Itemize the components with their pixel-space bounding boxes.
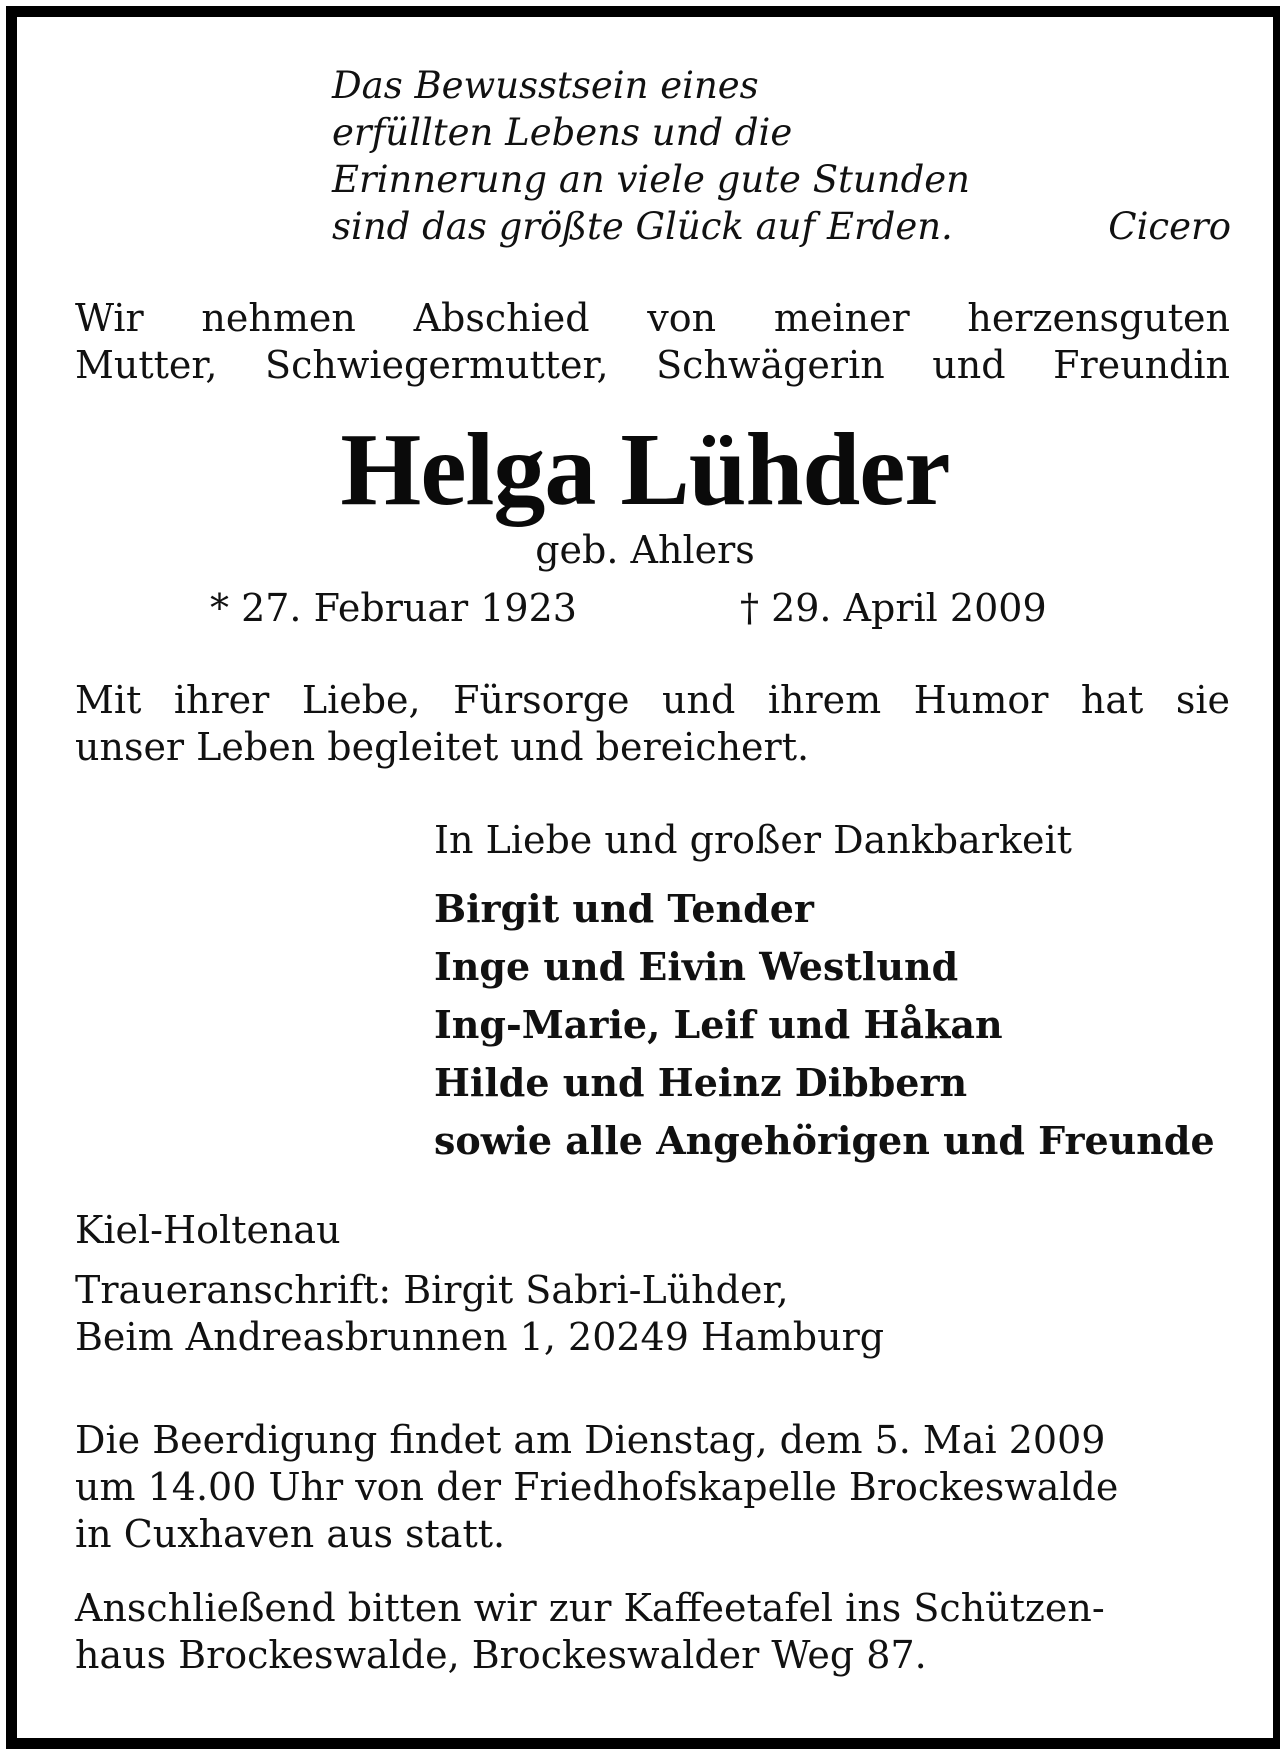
funeral-line: um 14.00 Uhr von der Friedhofskapelle Brockeswalde [75, 1465, 1119, 1509]
mourner-name: Birgit und Tender [434, 886, 814, 931]
address-line: Beim Andreasbrunnen 1, 20249 Hamburg [75, 1315, 885, 1359]
reception-line: Anschließend bitten wir zur Kaffeetafel ins Schützen- [75, 1586, 1105, 1630]
quote-line: erfüllten Lebens und die [332, 111, 793, 154]
death-date: † 29. April 2009 [740, 586, 1047, 630]
place: Kiel-Holtenau [75, 1208, 341, 1252]
quote-line: sind das größte Glück auf Erden. [332, 205, 953, 248]
deceased-name: Helga Lühder [340, 412, 950, 527]
address-line: Traueranschrift: Birgit Sabri-Lühder, [75, 1268, 789, 1312]
mourner-name: sowie alle Angehörigen und Freunde [434, 1118, 1215, 1163]
mourner-name: Ing-Marie, Leif und Håkan [434, 1002, 1003, 1047]
quote-author: Cicero [1108, 205, 1231, 248]
intro-line: Mutter, Schwiegermutter, Schwägerin und Freundin [75, 343, 1230, 387]
mourners-intro: In Liebe und großer Dankbarkeit [434, 818, 1072, 862]
funeral-line: Die Beerdigung findet am Dienstag, dem 5. Mai 2009 [75, 1418, 1106, 1462]
tribute-line: unser Leben begleitet und bereichert. [75, 725, 810, 769]
reception-line: haus Brockeswalde, Brockeswalder Weg 87. [75, 1633, 927, 1677]
mourner-name: Inge und Eivin Westlund [434, 944, 959, 989]
obituary-frame [6, 6, 1280, 1749]
quote-line: Erinnerung an viele gute Stunden [332, 158, 970, 201]
tribute-line: Mit ihrer Liebe, Fürsorge und ihrem Humor hat sie [75, 678, 1230, 722]
mourner-name: Hilde und Heinz Dibbern [434, 1060, 968, 1105]
funeral-line: in Cuxhaven aus statt. [75, 1512, 506, 1556]
quote-line: Das Bewusstsein eines [332, 64, 759, 107]
intro-line: Wir nehmen Abschied von meiner herzensguten [75, 296, 1230, 340]
birth-name: geb. Ahlers [535, 528, 755, 572]
birth-date: * 27. Februar 1923 [210, 586, 577, 630]
